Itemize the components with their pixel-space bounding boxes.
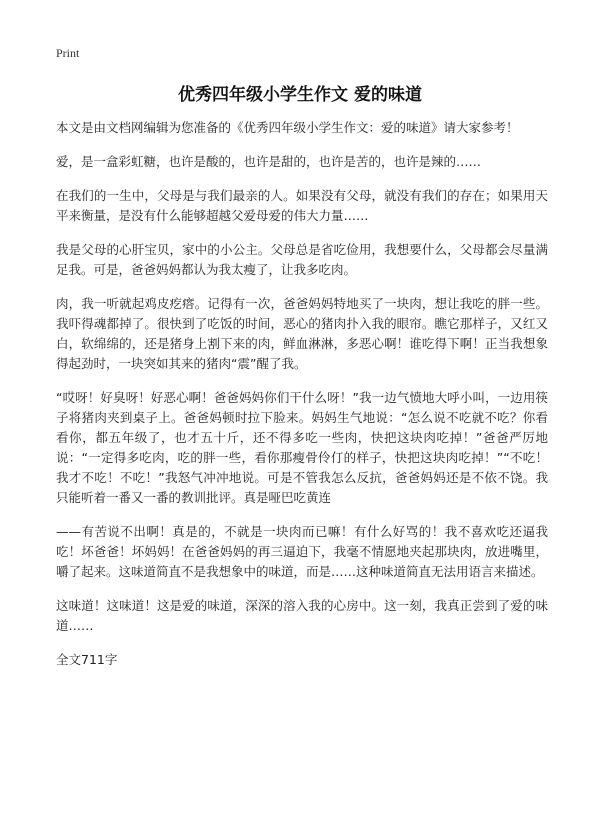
body-paragraph: 我是父母的心肝宝贝，家中的小公主。父母总是省吃俭用，我想要什么，父母都会尽量满足我。可是，爸爸妈妈都认为我太瘦了，让我多吃肉。 — [56, 242, 548, 277]
print-link[interactable]: Print — [56, 46, 80, 60]
body-paragraph: 在我们的一生中，父母是与我们最亲的人。如果没有父母，就没有我们的存在；如果用天平来衡量，是没有什么能够超越父爱母爱的伟大力量…… — [56, 188, 548, 223]
body-paragraph: 这味道！这味道！这是爱的味道，深深的溶入我的心房中。这一刻，我真正尝到了爱的味道…… — [56, 598, 548, 633]
body-paragraph: 肉，我一听就起鸡皮疙瘩。记得有一次，爸爸妈妈特地买了一块肉，想让我吃的胖一些。我吓得魂都掉了。很快到了吃饭的时间，恶心的猪肉扑入我的眼帘。瞧它那样子，又红又白，软绵绵的，还是猪身上割下来的肉，鲜血淋淋，多恶心啊！谁吃得下啊！正当我想象得起劲时，一块突如其来的猪肉“震”醒了我。 — [56, 296, 548, 371]
body-paragraph: ——有苦说不出啊！真是的，不就是一块肉而已嘛！有什么好骂的！我不喜欢吃还逼我吃！坏爸爸！坏妈妈！在爸爸妈妈的再三逼迫下，我毫不情愿地夹起那块肉，放进嘴里，嚼了起来。这味道简直不是我想象中的味道，而是……这种味道简直无法用语言来描述。 — [56, 524, 548, 579]
article-body — [56, 118, 548, 670]
word-count: 全文711字 — [56, 652, 118, 667]
intro-paragraph: 本文是由文档网编辑为您准备的《优秀四年级小学生作文：爱的味道》请大家参考！ — [56, 120, 519, 135]
article-title: 优秀四年级小学生作文 爱的味道 — [178, 85, 422, 105]
body-paragraph: “哎呀！好臭呀！好恶心啊！爸爸妈妈你们干什么呀！”我一边气愤地大呼小叫，一边用筷子将猪肉夹到桌子上。爸爸妈顿时拉下脸来。妈妈生气地说：“怎么说不吃就不吃？你看看你，都五年级了，也才五十斤，还不得多吃一些肉，快把这块肉吃掉！”爸爸严厉地说：“一定得多吃肉，吃的胖一些，看你那瘦骨伶仃的样子，快把这块肉吃掉！”“不吃！我才不吃！不吃！”我怒气冲冲地说。可是不管我怎么反抗，爸爸妈妈还是不依不饶。我只能听着一番又一番的教训批评。真是哑巴吃黄连 — [56, 390, 548, 505]
body-paragraph: 爱，是一盒彩虹糖，也许是酸的，也许是甜的，也许是苦的，也许是辣的…… — [56, 154, 482, 169]
